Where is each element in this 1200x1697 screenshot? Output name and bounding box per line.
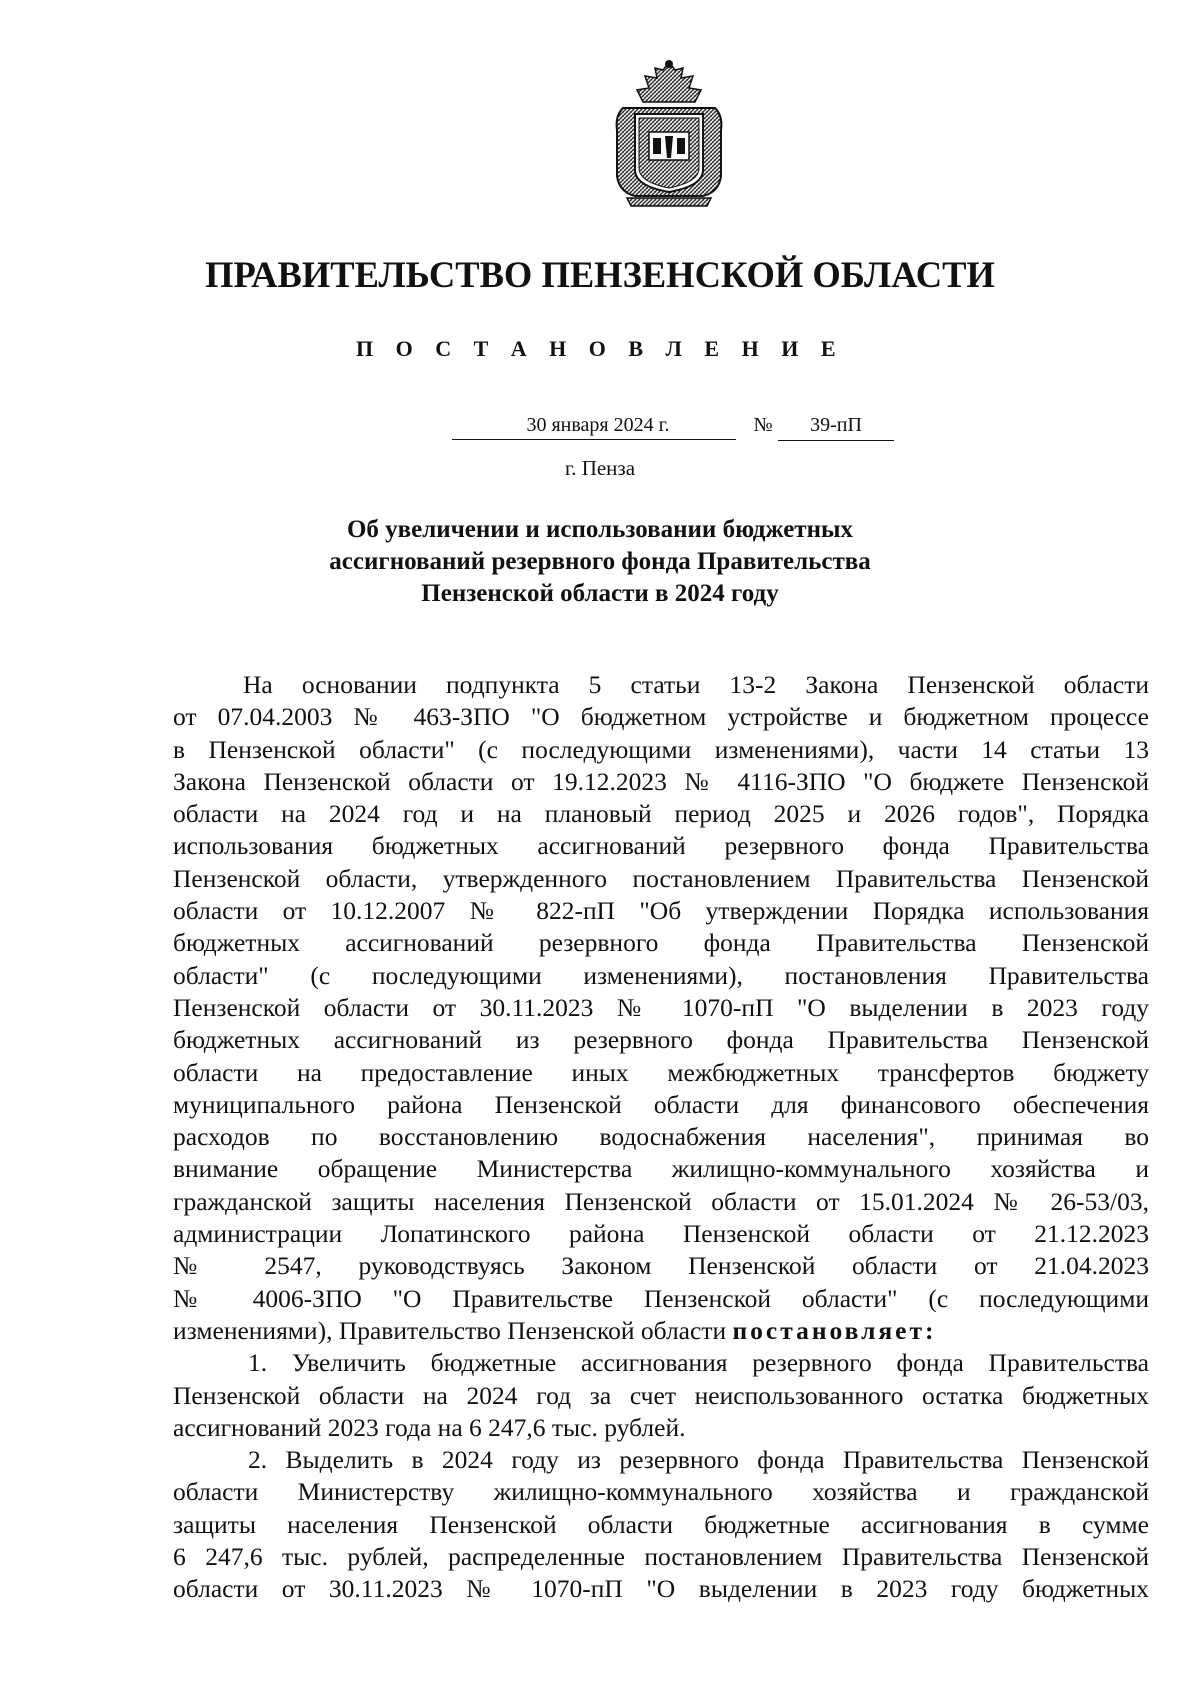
item-2-line: 6 247,6 тыс. рублей, распределенные постановлением Правительства Пензенской (173, 1542, 1149, 1572)
body-line: области на 2024 год и на плановый период 2025 и 2026 годов", Порядка (173, 799, 1149, 829)
document-city: г. Пенза (564, 456, 636, 480)
resolution-word: постановляет: (732, 1315, 937, 1345)
subject-line: Пензенской области в 2024 году (421, 580, 779, 607)
coat-of-arms-icon (605, 58, 733, 208)
body-line: области на предоставление иных межбюджетных трансфертов бюджету (173, 1057, 1149, 1087)
body-line: бюджетных ассигнований резервного фонда Правительства Пензенской (173, 928, 1149, 958)
body-line: № 2547, руководствуясь Законом Пензенской области от 21.04.2023 (173, 1251, 1149, 1281)
document-number: 39-пП (778, 410, 894, 441)
document-date: 30 января 2024 г. (452, 410, 736, 440)
document-subject (300, 514, 900, 610)
body-line: муниципального района Пензенской области для финансового обеспечения (173, 1089, 1149, 1119)
body-line: Пензенской области от 30.11.2023 № 1070-пП "О выделении в 2023 году (173, 992, 1149, 1022)
subject-line: ассигнований резервного фонда Правительства (329, 548, 871, 575)
item-1-line: Пензенской области на 2024 год за счет неиспользованного остатка бюджетных (173, 1380, 1149, 1410)
subject-line: Об увеличении и использовании бюджетных (346, 516, 854, 543)
item-2-line: области Министерству жилищно-коммунального хозяйства и гражданской (173, 1477, 1149, 1507)
body-line: бюджетных ассигнований из резервного фонда Правительства Пензенской (173, 1025, 1149, 1055)
body-line: внимание обращение Министерства жилищно-коммунального хозяйства и (173, 1154, 1149, 1184)
body-line: расходов по восстановлению водоснабжения населения", принимая во (173, 1122, 1149, 1152)
body-line: На основании подпункта 5 статьи 13-2 Закона Пензенской области (243, 670, 1149, 699)
item-1-line: ассигнований 2023 года на 6 247,6 тыс. рублей. (173, 1412, 686, 1442)
number-sign: № (753, 414, 773, 436)
item-2-line: 2. Выделить в 2024 году из резервного фонда Правительства Пензенской (248, 1445, 1149, 1475)
body-line: гражданской защиты населения Пензенской области от 15.01.2024 № 26-53/03, (173, 1186, 1149, 1216)
item-2-line: защиты населения Пензенской области бюджетные ассигнования в сумме (173, 1509, 1149, 1539)
body-line: в Пензенской области" (с последующими изменениями), части 14 статьи 13 (173, 734, 1149, 764)
item-1-line: 1. Увеличить бюджетные ассигнования резервного фонда Правительства (248, 1348, 1149, 1378)
body-line: № 4006-ЗПО "О Правительстве Пензенской области" (с последующими (173, 1283, 1149, 1313)
body-line: Закона Пензенской области от 19.12.2023 № 4116-ЗПО "О бюджете Пензенской (173, 766, 1149, 796)
body-line: области" (с последующими изменениями), постановления Правительства (173, 960, 1149, 990)
resolution-prefix: изменениями), Правительство Пензенской области (173, 1315, 733, 1345)
body-line: области от 10.12.2007 № 822-пП "Об утверждении Порядка использования (173, 896, 1149, 926)
government-title: ПРАВИТЕЛЬСТВО ПЕНЗЕНСКОЙ ОБЛАСТИ (205, 254, 995, 295)
body-line: использования бюджетных ассигнований резервного фонда Правительства (173, 831, 1149, 861)
body-line: администрации Лопатинского района Пензенской области от 21.12.2023 (173, 1219, 1149, 1249)
item-2-line: области от 30.11.2023 № 1070-пП "О выделении в 2023 году бюджетных (173, 1574, 1149, 1604)
document-kind: П О С Т А Н О В Л Е Н И Е (355, 336, 845, 361)
body-line: от 07.04.2003 № 463-ЗПО "О бюджетном устройстве и бюджетном процессе (173, 702, 1149, 732)
document-body (173, 669, 1149, 1606)
resolution-line (173, 1315, 1149, 1347)
body-line: Пензенской области, утвержденного постановлением Правительства Пензенской (173, 863, 1149, 893)
